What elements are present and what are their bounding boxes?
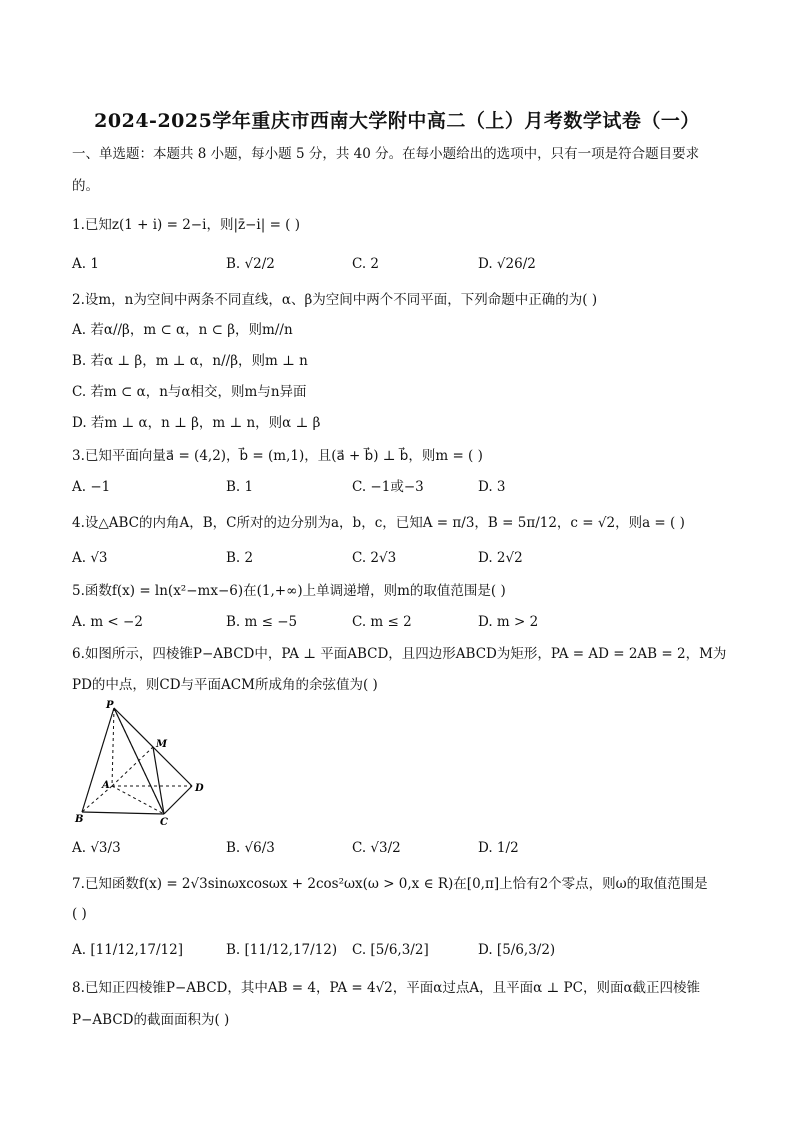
- q6-option-a: A. √3/3: [72, 840, 121, 856]
- q7-option-a: A. [11/12,17/12]: [72, 942, 183, 958]
- q4-option-b: B. 2: [226, 550, 254, 566]
- q5-option-c: C. m ≤ 2: [352, 614, 412, 630]
- section-header: 一、单选题：本题共 8 小题，每小题 5 分，共 40 分。在每小题给出的选项中，只有一项是符合题目要求: [72, 146, 700, 162]
- edge-bc: [82, 812, 164, 814]
- q1-option-b: B. √2/2: [226, 256, 275, 272]
- q5-option-b: B. m ≤ −5: [226, 614, 298, 630]
- question-8: 8.已知正四棱锥P−ABCD，其中AB = 4，PA = 4√2，平面α过点A，且平面α ⊥ PC，则面α截正四棱锥: [72, 980, 701, 996]
- edge-pb: [82, 708, 114, 812]
- section-header-cont: 的。: [72, 178, 99, 194]
- edge-ac: [112, 786, 164, 814]
- q6-option-b: B. √6/3: [226, 840, 275, 856]
- edge-am: [112, 747, 153, 786]
- q7-option-d: D. [5/6,3/2): [478, 942, 556, 958]
- q6-option-d: D. 1/2: [478, 840, 519, 856]
- q7-option-b: B. [11/12,17/12): [226, 942, 338, 958]
- question-2: 2.设m，n为空间中两条不同直线，α、β为空间中两个不同平面，下列命题中正确的为( ): [72, 292, 598, 308]
- question-5: 5.函数f(x) = ln(x²−mx−6)在(1,+∞)上单调递增，则m的取值范围是( ): [72, 583, 506, 599]
- q4-option-c: C. 2√3: [352, 550, 397, 566]
- label-b: B: [75, 814, 84, 825]
- pyramid-figure: [72, 700, 212, 830]
- q2-option-a: A. 若α//β，m ⊂ α，n ⊂ β，则m//n: [72, 322, 293, 338]
- edge-pa: [112, 708, 114, 786]
- question-6-cont: PD的中点，则CD与平面ACM所成角的余弦值为( ): [72, 677, 378, 693]
- q7-option-c: C. [5/6,3/2]: [352, 942, 429, 958]
- q1-option-a: A. 1: [72, 256, 99, 272]
- question-3: 3.已知平面向量a⃗ = (4,2)，b⃗ = (m,1)，且(a⃗ + b⃗) ⊥ b⃗，则m = ( ): [72, 448, 483, 464]
- q5-option-a: A. m < −2: [72, 614, 143, 630]
- q3-option-b: B. 1: [226, 479, 254, 495]
- q3-option-a: A. −1: [72, 479, 111, 495]
- q4-option-d: D. 2√2: [478, 550, 523, 566]
- q2-option-d: D. 若m ⊥ α，n ⊥ β，m ⊥ n，则α ⊥ β: [72, 415, 321, 431]
- q3-option-c: C. −1或−3: [352, 479, 424, 495]
- q2-option-c: C. 若m ⊂ α，n与α相交，则m与n异面: [72, 384, 307, 400]
- label-d: D: [195, 783, 204, 794]
- question-7: 7.已知函数f(x) = 2√3sinωxcosωx + 2cos²ωx(ω > 0,x ∈ R)在[0,π]上恰有2个零点，则ω的取值范围是: [72, 876, 708, 892]
- question-4: 4.设△ABC的内角A，B，C所对的边分别为a，b，c，已知A = π/3，B = 5π/12，c = √2，则a = ( ): [72, 515, 685, 531]
- q2-option-b: B. 若α ⊥ β，m ⊥ α，n//β，则m ⊥ n: [72, 353, 308, 369]
- question-1: 1.已知z(1 + i) = 2−i，则|z̄−i| = ( ): [72, 217, 300, 233]
- label-c: C: [160, 817, 168, 828]
- q3-option-d: D. 3: [478, 479, 506, 495]
- q5-option-d: D. m > 2: [478, 614, 539, 630]
- label-m: M: [156, 739, 168, 750]
- question-7-cont: ( ): [72, 906, 87, 922]
- label-a: A: [102, 780, 110, 791]
- q6-option-c: C. √3/2: [352, 840, 401, 856]
- q1-option-c: C. 2: [352, 256, 380, 272]
- edge-cd: [164, 786, 192, 814]
- q1-option-d: D. √26/2: [478, 256, 536, 272]
- page-title: 2024-2025学年重庆市西南大学附中高二（上）月考数学试卷（一）: [94, 110, 700, 132]
- label-p: P: [106, 700, 114, 711]
- q4-option-a: A. √3: [72, 550, 108, 566]
- question-8-cont: P−ABCD的截面面积为( ): [72, 1012, 230, 1028]
- question-6: 6.如图所示，四棱锥P−ABCD中，PA ⊥ 平面ABCD，且四边形ABCD为矩形，PA = AD = 2AB = 2，M为: [72, 646, 727, 662]
